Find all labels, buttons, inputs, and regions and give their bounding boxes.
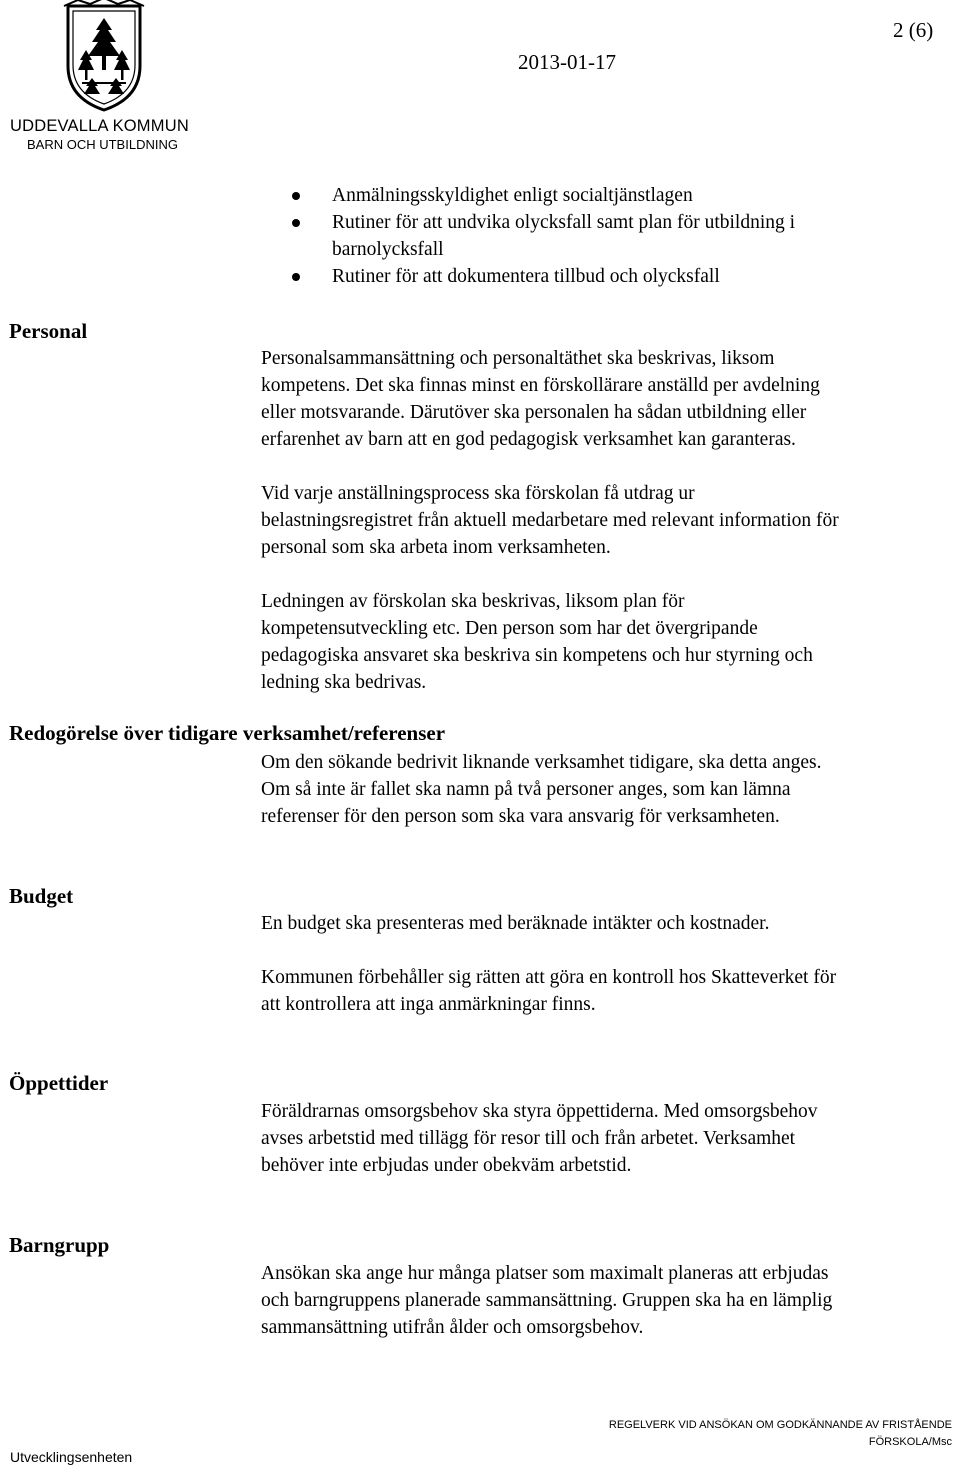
- section-heading-barngrupp: Barngrupp: [9, 1233, 110, 1257]
- paragraph: Föräldrarnas omsorgsbehov ska styra öppettiderna. Med omsorgsbehov avses arbetstid med tillägg för resor till och från arbetet. Verksamhet behöver inte erbjudas under obekväm arbetstid.: [261, 1101, 818, 1176]
- section-heading-oppettider: Öppettider: [9, 1071, 109, 1095]
- bullet-icon: [292, 192, 300, 200]
- list-item: Rutiner för att dokumentera tillbud och olycksfall: [292, 263, 795, 290]
- page-number: 2 (6): [893, 18, 934, 42]
- list-item: Rutiner för att undvika olycksfall samt plan för utbildning i barnolycksfall: [292, 209, 795, 263]
- paragraph: Personalsammansättning och personaltäthet ska beskrivas, liksom kompetens. Det ska finnas minst en förskollärare anställd per avdelning eller motsvarande. Därutöver ska personalen ha sådan utbildning eller erfarenhet av barn att en god pedagogisk verksamhet kan garanteras.: [261, 348, 820, 450]
- section-heading-budget: Budget: [9, 884, 74, 908]
- bullet-icon: [292, 273, 300, 281]
- paragraph: Vid varje anställningsprocess ska förskolan få utdrag ur belastningsregistret från aktuell medarbetare med relevant information för personal som ska arbeta inom verksamheten.: [261, 483, 839, 558]
- document-date: 2013-01-17: [518, 50, 616, 74]
- footer-document-title: REGELVERK VID ANSÖKAN OM GODKÄNNANDE AV FRISTÅENDE FÖRSKOLA/Msc: [608, 1419, 952, 1448]
- paragraph: Om den sökande bedrivit liknande verksamhet tidigare, ska detta anges. Om så inte är fallet ska namn på två personer anges, som kan lämna referenser för den person som ska vara ansvarig för verksamheten.: [261, 752, 822, 827]
- organization-department: BARN OCH UTBILDNING: [27, 137, 178, 152]
- paragraph: Ledningen av förskolan ska beskrivas, liksom plan för kompetensutveckling etc. Den person som har det övergripande pedagogiska ansvaret ska beskriva sin kompetens och hur styrning och ledning ska bedrivas.: [261, 591, 813, 693]
- paragraph: En budget ska presenteras med beräknade intäkter och kostnader.: [261, 913, 770, 934]
- section-heading-personal: Personal: [9, 319, 88, 343]
- bullet-icon: [292, 219, 300, 227]
- list-item: Anmälningsskyldighet enligt socialtjänstlagen: [292, 182, 795, 209]
- footer-department: Utvecklingsenheten: [10, 1449, 133, 1465]
- section-heading-redogorelse: Redogörelse över tidigare verksamhet/referenser: [9, 721, 446, 745]
- paragraph: Kommunen förbehåller sig rätten att göra en kontroll hos Skatteverket för att kontrollera att inga anmärkningar finns.: [261, 967, 837, 1015]
- municipal-coat-of-arms-icon: [62, 0, 146, 112]
- bullet-list: [292, 182, 795, 290]
- organization-name: UDDEVALLA KOMMUN: [10, 117, 189, 135]
- paragraph: Ansökan ska ange hur många platser som maximalt planeras att erbjudas och barngruppens planerade sammansättning. Gruppen ska ha en lämplig sammansättning utifrån ålder och omsorgsbehov.: [261, 1263, 833, 1338]
